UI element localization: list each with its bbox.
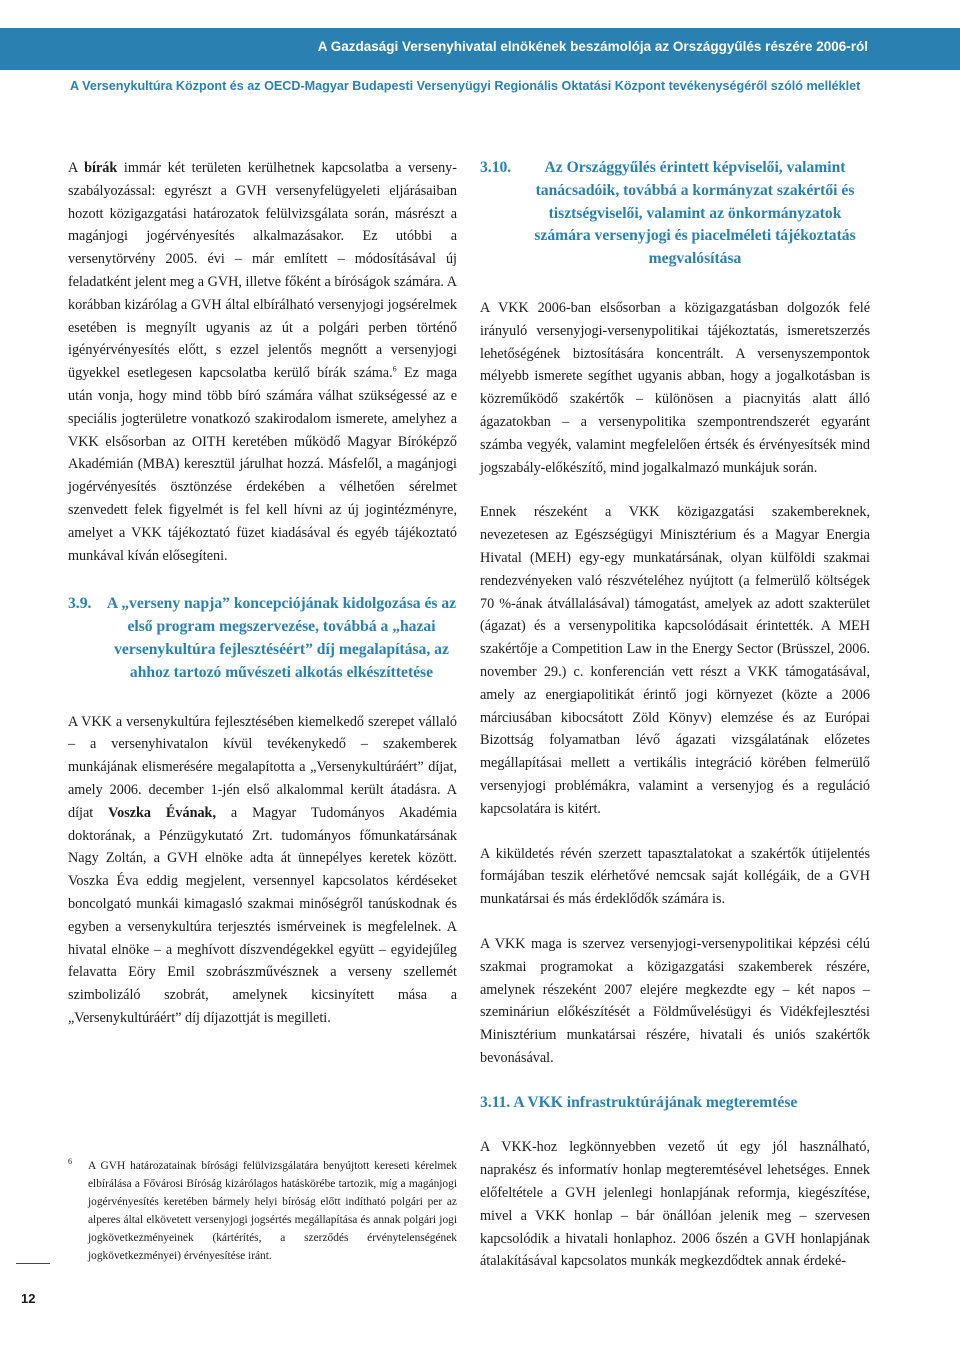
left-paragraph-judges: A bírák immár két területen kerülhetnek kapcsolatba a verseny-szabályozással: egyrészt a GVH versenyfelügyeleti eljárásaiban hozott közigazgatási határozatok felülvizsgálata során, másrészt a magánjogi jogérvényesítés alkalmazásakor. Ez utóbbi a versenytörvény 2005. évi – már említett – módosításával új feladatként jelent meg a GVH, illetve főként a bíróságok számára. A korábban kizárólag a GVH által elbírálható versenyjogi jogsérelmek esetében is megnyílt ugyanis az út a polgári perben történő igényérvényesítés előtt, s ezzel jelentős megnőtt a versenyjogi ügyekkel esetlegesen kapcsolatba kerülő bírák száma.$^6$ Ez maga után vonja, hogy mind több bíró számára válhat szükségessé az e speciális jogterületre vonatkozó szakirodalom ismerete, amelyhez a VKK elsősorban az OITH keretében működő Magyar Bíróképző Akadémián (MBA) keresztül járulhat hozzá. Másfelől, a magánjogi jogérvényesítés ösztönzése érdekében a vélhetően sérelmet szenvedett felek figyelmét is fel kell hívni az új jogintézményre, amelyet a VKK tájékoztató füzet kiadásával és egyéb tájékoztató munkával kíván elősegíteni. [68, 160, 458, 564]
right-paragraph-3: A kiküldetés révén szerzett tapasztalatokat a szakértők útijelentés formájában teszik elérhetővé nemcsak saját kollégáik, de a GVH munkatársai és más érdeklődők számára is. [480, 845, 870, 908]
right-column [480, 157, 870, 1273]
bold-name-voszka: Voszka Évának, [108, 804, 216, 821]
left-column [68, 157, 457, 1030]
right-paragraph-2: Ennek részeként a VKK közigazgatási szakembereknek, nevezetesen az Egészségügyi Minisztérium és a Magyar Energia Hivatal (MEH) egy-egy munkatársának, olyan külföldi szakmai rendezvényeken való részvételéhez nyújtott (a felmerülő költségek 70 %-ának átvállalásával) támogatást, amelyek az adott szakterület (ágazat) és a versenypolitika kapcsolódásait érintették. A MEH szakértője a Competition Law in the Energy Sector (Brüsszel, 2006. november 29.) c. konferencián vett részt a VKK támogatásával, amely az energiapolitikát érintő jogi környezet (közte a 2006 márciusában kibocsátott Zöld Könyv) elemzése és az Európai Bizottság folyamatban lévő ágazati vizsgálatának előzetes megállapításai mellett a vertikális integráció körében felmerülő versenyjogi problémákra, valamint a versenyjog és a reguláció kapcsolatára is kitért. [480, 504, 870, 817]
section-heading-3-11 [480, 1092, 870, 1115]
bold-term-judges: bírák [84, 160, 118, 176]
footnote-number: 6 [68, 1157, 72, 1166]
footer-divider [16, 1263, 50, 1264]
section-title: A VKK infrastruktúrájának megteremtése [513, 1093, 798, 1111]
header-banner [0, 28, 960, 70]
report-title: A Gazdasági Versenyhivatal elnökének beszámolója az Országgyűlés részére 2006-ról [317, 39, 868, 54]
section-number: 3.11. [480, 1093, 511, 1111]
footnote-text: A GVH határozatainak bírósági felülvizsgálatára benyújtott kereseti kérelmek elbírálása a Fővárosi Bíróság kizárólagos hatáskörébe tartozik, míg a magánjogi jogérvényesítés keretében bármely helyi bíróság előtt indítható polgári per az alperes által elkövetett versenyjogi jogsértés megállapítása és annak polgári jogi jogkövetkezményeinek (kártérítés, a szerződés érvénytelenségének jogkövetkezményei) érvényesítése iránt. [88, 1160, 457, 1263]
right-paragraph-1: A VKK 2006-ban elsősorban a közigazgatásban dolgozók felé irányuló versenyjogi-versenypolitikai tájékoztatás, ismeretszerzés lehetőségének biztosítására koncentrált. A versenyszempontok mélyebb ismerete segíthet ugyanis abban, hogy a jogalkotásban is közreműködő szakértők – különösen a piacnyitás alatt álló ágazatokban – a versenypolitika szempontrendszerét egyaránt számba vegyék, valamint megfelelően értsék és érvényesítsék mind jogszabály-előkészítő, mind jogalkalmazó munkájuk során. [480, 299, 870, 476]
footnote-ref[interactable]: 6 [392, 364, 397, 374]
report-subtitle: A Versenykultúra Központ és az OECD-Magyar Budapesti Versenyügyi Regionális Oktatási Központ tevékenységéről szóló melléklet [70, 79, 861, 93]
footnote [68, 1157, 457, 1266]
section-heading-3-10 [480, 157, 870, 271]
section-number: 3.9. [68, 595, 92, 613]
section-number: 3.10. [480, 159, 512, 176]
right-paragraph-5: A VKK-hoz legkönnyebben vezető út egy jól használható, naprakész és informatív honlap megteremtésével lehetséges. Ennek előfeltétele a GVH jelenlegi honlapjának reformja, kiegészítése, mivel a VKK honlap – bár önállóan jelenik meg – szervesen kapcsolódik a hivatali honlaphoz. 2006 őszén a GVH honlapjának átalakításával kapcsolatos munkák megkezdődtek annak érdeké- [480, 1139, 870, 1270]
section-heading-3-9 [68, 593, 457, 684]
right-paragraph-4: A VKK maga is szervez versenyjogi-versenypolitikai képzési célú szakmai programokat a közigazgatási szakemberek részére, amelynek részeként 2007 elejére megkezdte egy – két napos – szemináriun előkészítését a Földművelésügyi és Vidékfejlesztési Minisztérium munkatársai részére, hivatali és uniós szakértők bevonásával. [480, 935, 870, 1066]
page-number: 12 [21, 1291, 36, 1306]
section-title: A „verseny napja” koncepciójának kidolgozása és az első program megszervezése, továbbá a „hazai versenykultúra fejlesztéséért” díj megalapítása, az ahhoz tartozó művészeti alkotás elkészíttetése [106, 595, 457, 681]
section-title: Az Országgyűlés érintett képviselői, valamint tanácsadóik, továbbá a kormányzat szakértői és tisztségviselői, valamint az önkormányzatok számára versenyjogi és piacelméleti tájékoztatás megvalósítása [534, 159, 856, 268]
left-paragraph-award: A VKK a versenykultúra fejlesztésében kiemelkedő szerepet vállaló – a versenyhivatalon kívül tevékenykedő – szakemberek munkájának elismerésére megalapította a „Versenykultúráért” díjat, amely 2006. december 1-jén első alkalommal került átadásra. A díjat Voszka Évának, a Magyar Tudományos Akadémia doktorának, a Pénzügykutató Zrt. tudományos főmunkatársának Nagy Zoltán, a GVH elnöke adta át ünnepélyes keretek között. Voszka Éva eddig megjelent, versennyel kapcsolatos kérdéseket boncolgató munkái kimagasló szakmai minőségről tanúskodnak és egyben a versenykultúra terjesztés ismérveinek is megfelelnek. A hivatal elnöke – a meghívott díszvendégekkel együtt – egyidejűleg felavatta Eöry Emil szobrászművésznek a verseny szellemét szimbolizáló szobrát, amelynek kicsinyített mása a „Versenykultúráért” díj díjazottját is megilleti. [68, 713, 457, 1026]
